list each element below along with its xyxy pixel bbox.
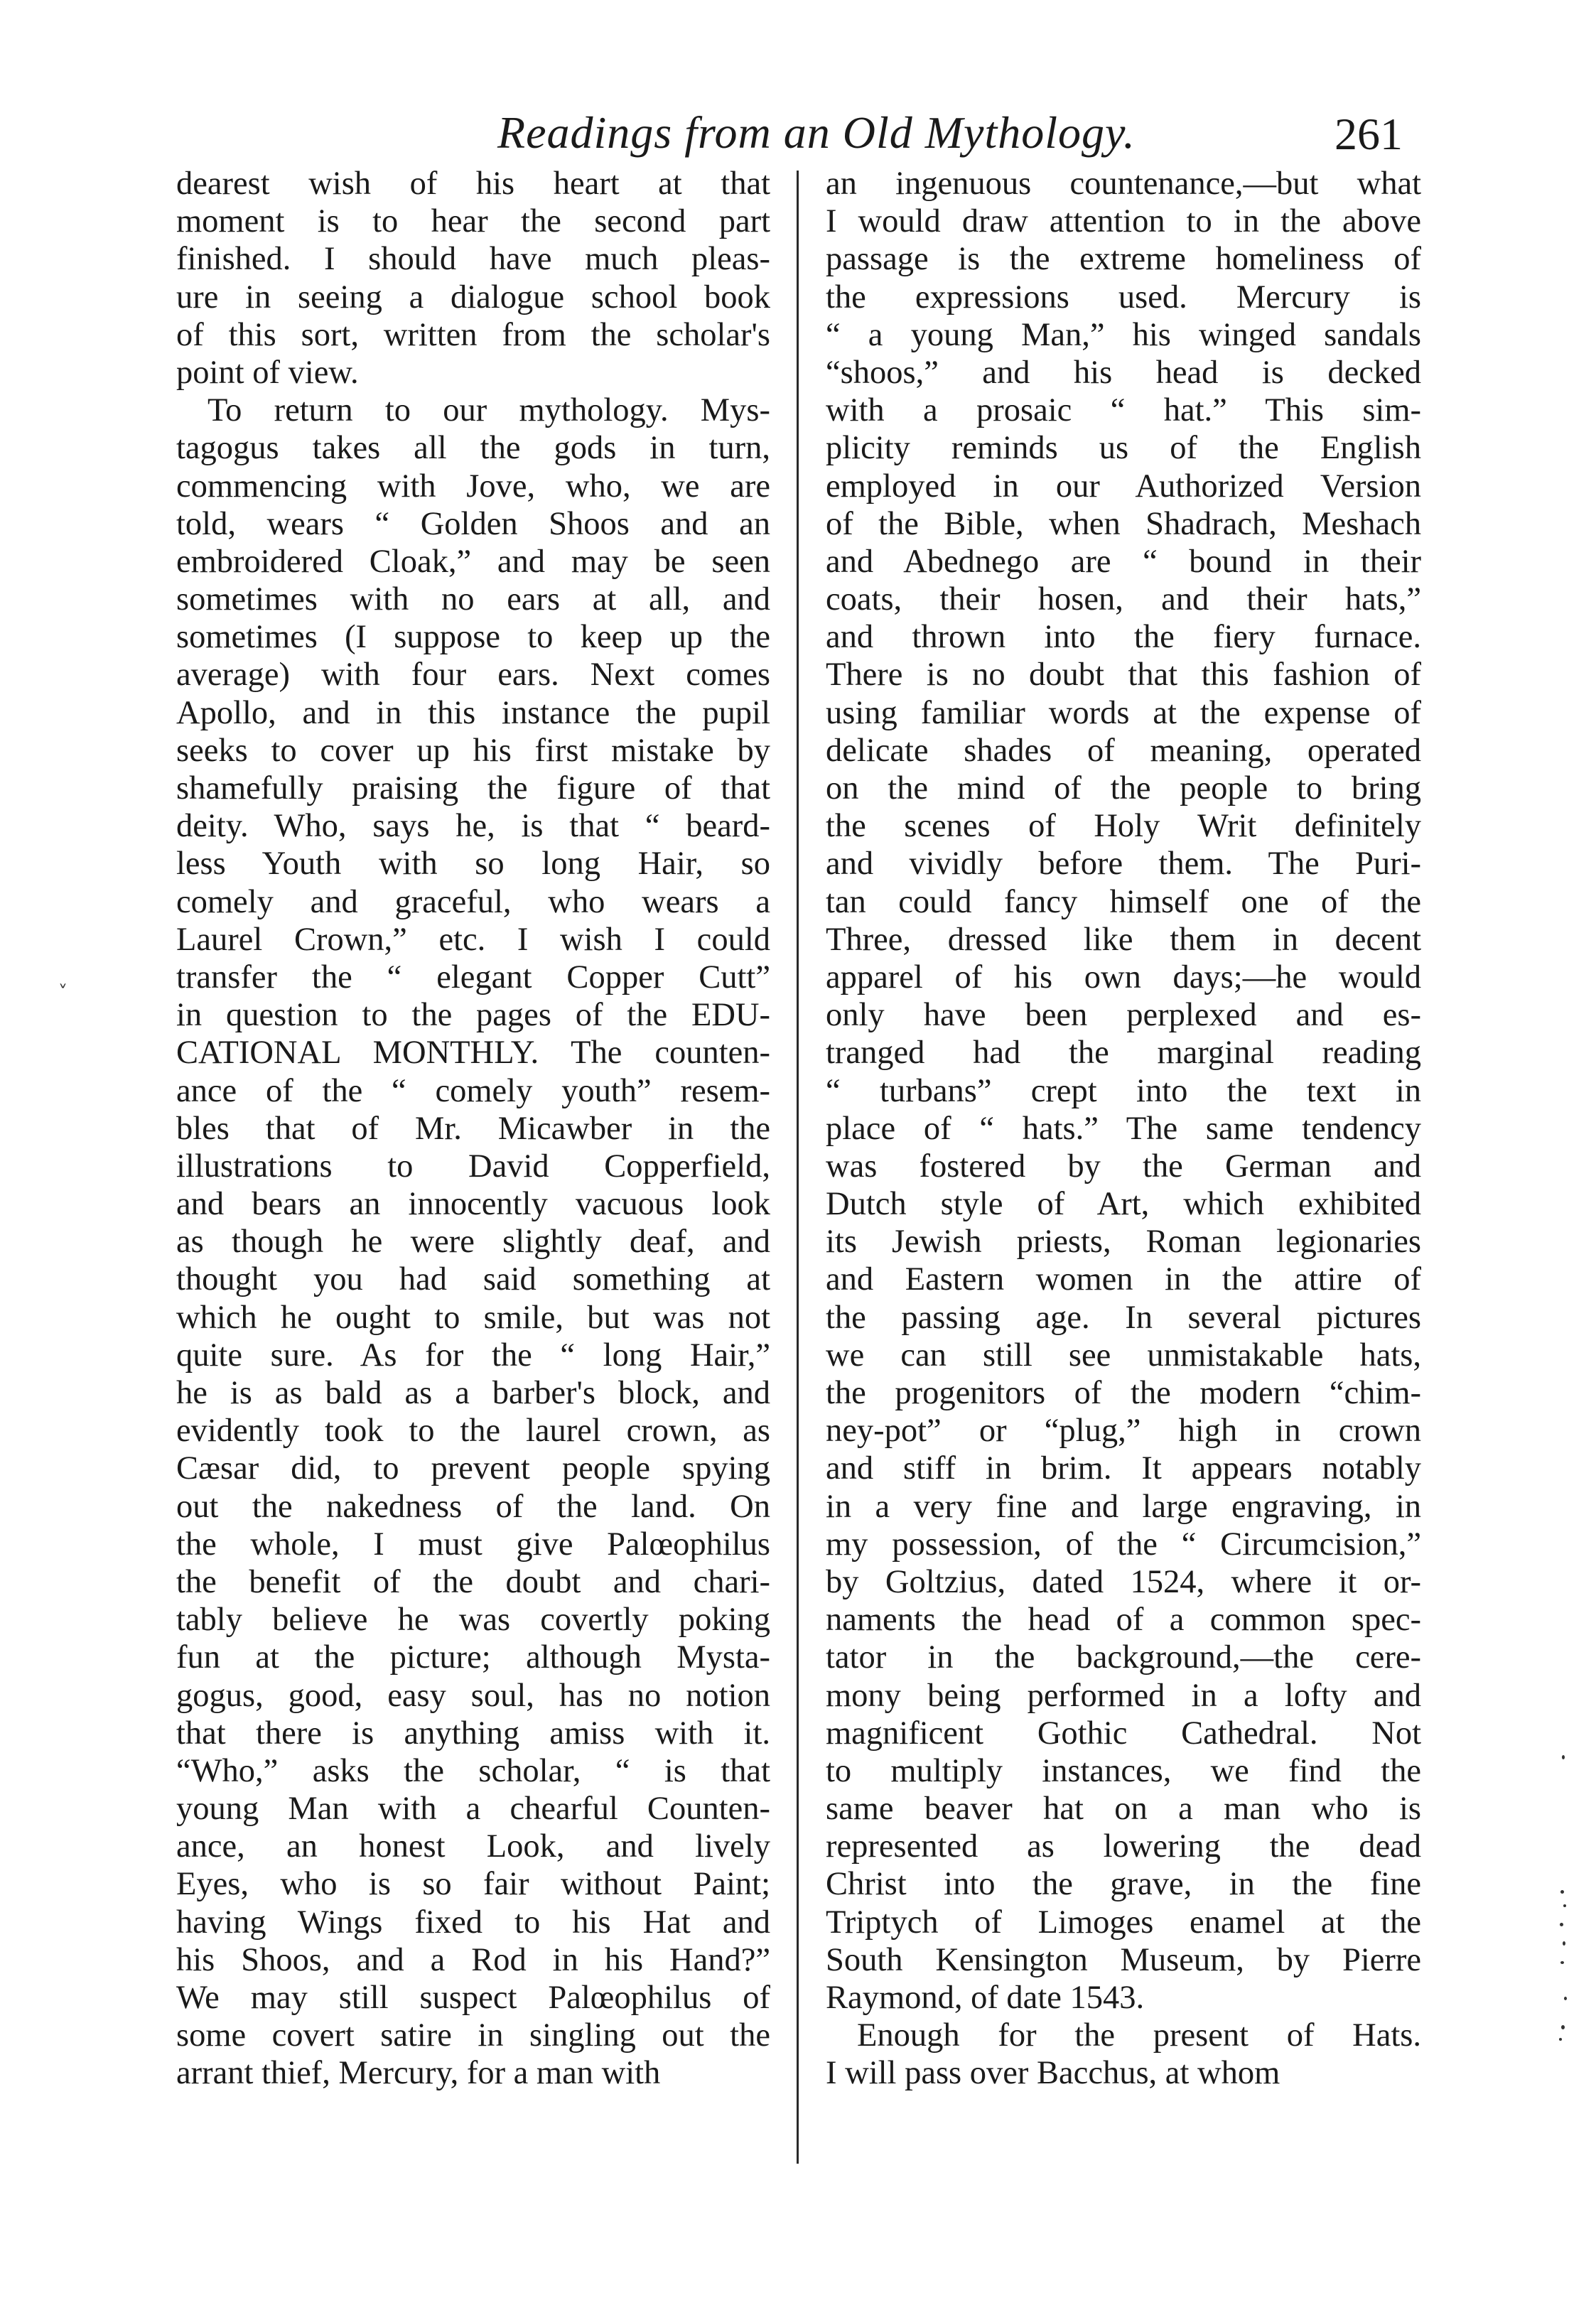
text-line: place of “ hats.” The same tendency xyxy=(826,1110,1421,1147)
text-line: in question to the pages of the EDU- xyxy=(176,997,770,1034)
text-line: gogus, good, easy soul, has no notion xyxy=(176,1677,770,1714)
text-line: out the nakedness of the land. On xyxy=(176,1488,770,1525)
text-line: ney-pot” or “plug,” high in crown xyxy=(826,1413,1421,1450)
text-line: There is no doubt that this fashion of xyxy=(826,657,1421,694)
text-line: magnificent Gothic Cathedral. Not xyxy=(826,1715,1421,1752)
text-line: of the Bible, when Shadrach, Meshach xyxy=(826,505,1421,542)
text-line: CATIONAL MONTHLY. The counten- xyxy=(176,1035,770,1072)
text-line: and stiff in brim. It appears notably xyxy=(826,1450,1421,1487)
text-line: he is as bald as a barber's block, and xyxy=(176,1375,770,1411)
margin-mark: ˅ xyxy=(58,982,68,1003)
text-line: passage is the extreme homeliness of xyxy=(826,241,1421,278)
text-line: ance, an honest Look, and lively xyxy=(176,1828,770,1865)
text-line: ance of the “ comely youth” resem- xyxy=(176,1072,770,1109)
text-line: and Abednego are “ bound in their xyxy=(826,543,1421,580)
text-line: having Wings fixed to his Hat and xyxy=(176,1904,770,1941)
text-line: on the mind of the people to bring xyxy=(826,770,1421,806)
text-line: the expressions used. Mercury is xyxy=(826,279,1421,315)
text-line: Enough for the present of Hats. xyxy=(857,2017,1421,2054)
text-line: tably believe he was covertly poking xyxy=(176,1602,770,1639)
text-line: delicate shades of meaning, operated xyxy=(826,732,1421,769)
text-line: the whole, I must give Palœophilus xyxy=(176,1526,770,1563)
text-line: Three, dressed like them in decent xyxy=(826,921,1421,958)
text-line: thought you had said something at xyxy=(176,1261,770,1298)
text-line: Christ into the grave, in the fine xyxy=(826,1866,1421,1903)
text-line: an ingenuous countenance,—but what xyxy=(826,166,1421,202)
text-line: finished. I should have much pleas- xyxy=(176,241,770,278)
text-line: illustrations to David Copperfield, xyxy=(176,1148,770,1185)
text-line: ure in seeing a dialogue school book xyxy=(176,279,770,315)
text-line: moment is to hear the second part xyxy=(176,203,770,240)
text-line: comely and graceful, who wears a xyxy=(176,883,770,920)
text-line: naments the head of a common spec- xyxy=(826,1602,1421,1639)
text-line: transfer the “ elegant Copper Cutt” xyxy=(176,959,770,996)
text-line: shamefully praising the figure of that xyxy=(176,770,770,806)
text-line: “ turbans” crept into the text in xyxy=(826,1072,1421,1109)
text-line: Eyes, who is so fair without Paint; xyxy=(176,1866,770,1903)
text-line: employed in our Authorized Version xyxy=(826,468,1421,505)
text-line: arrant thief, Mercury, for a man with xyxy=(176,2055,661,2092)
text-line: by Goltzius, dated 1524, where it or- xyxy=(826,1563,1421,1600)
text-line: fun at the picture; although Mysta- xyxy=(176,1639,770,1676)
text-line: the passing age. In several pictures xyxy=(826,1299,1421,1336)
text-line: We may still suspect Palœophilus of xyxy=(176,1980,770,2016)
text-line: To return to our mythology. Mys- xyxy=(207,392,770,429)
text-line: of this sort, written from the scholar's xyxy=(176,316,770,353)
text-line: Cæsar did, to prevent people spying xyxy=(176,1450,770,1487)
right-text-column xyxy=(826,165,1421,2093)
text-line: my possession, of the “ Circumcision,” xyxy=(826,1526,1421,1563)
text-line: average) with four ears. Next comes xyxy=(176,657,770,694)
text-line: evidently took to the laurel crown, as xyxy=(176,1413,770,1450)
text-line: I will pass over Bacchus, at whom xyxy=(826,2055,1280,2092)
text-line: with a prosaic “ hat.” This sim- xyxy=(826,392,1421,429)
text-line: Raymond, of date 1543. xyxy=(826,1980,1145,2016)
text-line: only have been perplexed and es- xyxy=(826,997,1421,1034)
page-number: 261 xyxy=(1335,109,1403,159)
text-line: that there is anything amiss with it. xyxy=(176,1715,770,1752)
text-line: Laurel Crown,” etc. I wish I could xyxy=(176,921,770,958)
text-line: which he ought to smile, but was not xyxy=(176,1299,770,1336)
text-line: Dutch style of Art, which exhibited xyxy=(826,1186,1421,1223)
text-line: the benefit of the doubt and chari- xyxy=(176,1563,770,1600)
left-text-column xyxy=(176,165,770,2093)
text-line: told, wears “ Golden Shoos and an xyxy=(176,505,770,542)
text-line: Triptych of Limoges enamel at the xyxy=(826,1904,1421,1941)
text-line: deity. Who, says he, is that “ beard- xyxy=(176,808,770,845)
text-line: represented as lowering the dead xyxy=(826,1828,1421,1865)
text-line: less Youth with so long Hair, so xyxy=(176,846,770,883)
text-line: the progenitors of the modern “chim- xyxy=(826,1375,1421,1411)
text-line: South Kensington Museum, by Pierre xyxy=(826,1941,1421,1978)
text-line: we can still see unmistakable hats, xyxy=(826,1337,1421,1374)
text-line: “shoos,” and his head is decked xyxy=(826,354,1421,391)
text-line: seeks to cover up his first mistake by xyxy=(176,732,770,769)
edge-specks xyxy=(1553,1755,1575,2054)
text-line: its Jewish priests, Roman legionaries xyxy=(826,1224,1421,1261)
text-line: sometimes (I suppose to keep up the xyxy=(176,619,770,656)
text-line: the scenes of Holy Writ definitely xyxy=(826,808,1421,845)
text-line: tranged had the marginal reading xyxy=(826,1035,1421,1072)
column-divider xyxy=(797,171,799,2164)
text-line: in a very fine and large engraving, in xyxy=(826,1488,1421,1525)
text-line: young Man with a chearful Counten- xyxy=(176,1791,770,1828)
text-line: and bears an innocently vacuous look xyxy=(176,1186,770,1223)
text-line: commencing with Jove, who, we are xyxy=(176,468,770,505)
text-line: same beaver hat on a man who is xyxy=(826,1791,1421,1828)
text-line: to multiply instances, we find the xyxy=(826,1752,1421,1789)
text-line: “ a young Man,” his winged sandals xyxy=(826,316,1421,353)
text-line: tan could fancy himself one of the xyxy=(826,883,1421,920)
text-line: and Eastern women in the attire of xyxy=(826,1261,1421,1298)
text-line: coats, their hosen, and their hats,” xyxy=(826,581,1421,618)
text-line: as though he were slightly deaf, and xyxy=(176,1224,770,1261)
text-line: Apollo, and in this instance the pupil xyxy=(176,694,770,731)
text-line: embroidered Cloak,” and may be seen xyxy=(176,543,770,580)
text-line: bles that of Mr. Micawber in the xyxy=(176,1110,770,1147)
text-line: plicity reminds us of the English xyxy=(826,430,1421,467)
text-line: apparel of his own days;—he would xyxy=(826,959,1421,996)
text-line: tator in the background,—the cere- xyxy=(826,1639,1421,1676)
text-line: was fostered by the German and xyxy=(826,1148,1421,1185)
text-line: and thrown into the fiery furnace. xyxy=(826,619,1421,656)
text-line: quite sure. As for the “ long Hair,” xyxy=(176,1337,770,1374)
text-line: and vividly before them. The Puri- xyxy=(826,846,1421,883)
text-line: dearest wish of his heart at that xyxy=(176,166,770,202)
text-line: his Shoos, and a Rod in his Hand?” xyxy=(176,1941,770,1978)
text-line: some covert satire in singling out the xyxy=(176,2017,770,2054)
text-line: mony being performed in a lofty and xyxy=(826,1677,1421,1714)
text-line: tagogus takes all the gods in turn, xyxy=(176,430,770,467)
text-line: I would draw attention to in the above xyxy=(826,203,1421,240)
text-line: point of view. xyxy=(176,354,359,391)
running-head: Readings from an Old Mythology. xyxy=(497,107,1136,158)
text-line: sometimes with no ears at all, and xyxy=(176,581,770,618)
text-line: “Who,” asks the scholar, “ is that xyxy=(176,1752,770,1789)
text-line: using familiar words at the expense of xyxy=(826,694,1421,731)
